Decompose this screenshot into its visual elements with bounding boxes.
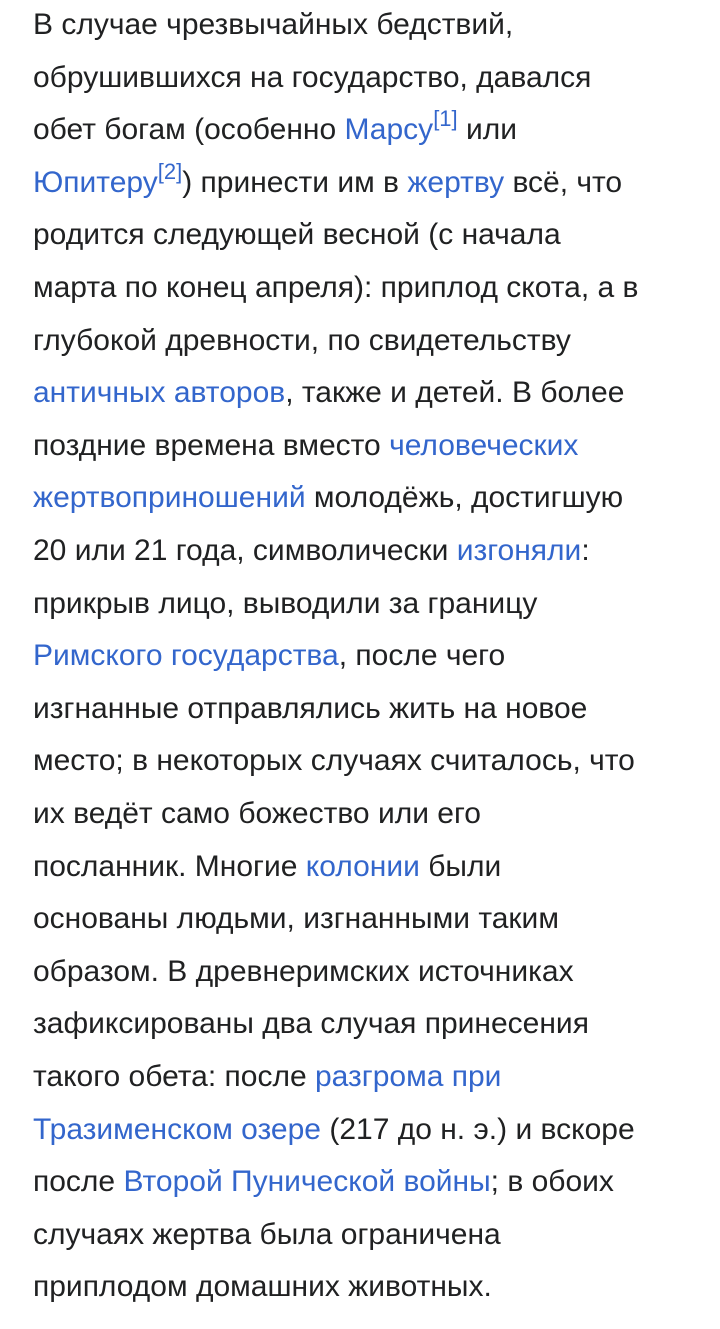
text-line — [33, 788, 481, 840]
article-link[interactable]: античных авторов — [33, 376, 286, 410]
footnote-reference-link[interactable]: [1] — [433, 106, 458, 132]
text-segment: основаны людьми, изгнанными таким — [33, 902, 559, 936]
text-line — [33, 157, 622, 209]
text-line — [33, 472, 623, 524]
text-segment: всё, что — [504, 165, 623, 199]
text-line — [33, 420, 578, 472]
text-line — [33, 683, 587, 735]
text-line — [33, 104, 517, 156]
text-segment: глубокой древности, по свидетельству — [33, 323, 571, 357]
article-link[interactable]: человеческих — [389, 428, 579, 462]
text-segment: образом. В древнеримских источниках — [33, 954, 574, 988]
text-line — [33, 578, 537, 630]
article-link[interactable]: разгрома при — [314, 1060, 502, 1093]
text-line — [33, 209, 561, 261]
text-segment: посланник. Многие — [33, 849, 306, 883]
text-line — [33, 841, 501, 893]
text-segment: были — [419, 849, 502, 883]
article-link[interactable]: Римского государства — [33, 639, 339, 673]
article-link[interactable]: Второй Пунической войны — [123, 1165, 491, 1199]
text-segment: , после чего — [338, 639, 506, 673]
text-segment: обет богам (особенно — [33, 113, 345, 147]
text-segment: , также и детей. В более — [285, 376, 625, 410]
text-line — [33, 1156, 614, 1208]
article-link[interactable]: Марсу — [344, 113, 434, 147]
text-segment: зафиксированы два случая принесения — [33, 1007, 589, 1041]
text-line — [33, 1209, 501, 1261]
text-line — [33, 315, 571, 367]
text-line — [33, 1261, 492, 1313]
text-segment: случаях жертва была ограничена — [33, 1217, 501, 1251]
text-line — [33, 998, 589, 1050]
text-segment: (217 до н. э.) и вскоре — [321, 1112, 635, 1146]
text-line — [33, 893, 559, 945]
text-segment: марта по конец апреля): приплод скота, а в — [33, 271, 639, 304]
text-segment: прикрыв лицо, выводили за границу — [33, 586, 538, 620]
text-segment: В случае чрезвычайных бедствий, — [33, 8, 514, 41]
text-line — [33, 0, 513, 51]
text-line — [33, 630, 505, 682]
text-segment: родится следующей весной (с начала — [33, 218, 561, 252]
text-segment: место; в некоторых случаях считалось, что — [33, 744, 635, 778]
text-line — [33, 367, 624, 419]
article-link[interactable]: изгоняли — [456, 534, 582, 567]
text-line — [33, 525, 590, 577]
text-segment: обрушившихся на государство, давался — [33, 60, 592, 94]
text-segment: приплодом домашних животных. — [33, 1270, 492, 1304]
text-segment: изгнанные отправлялись жить на новое — [33, 691, 588, 725]
text-line — [33, 1104, 635, 1156]
text-line — [33, 52, 591, 104]
text-segment: такого обета: после — [33, 1060, 315, 1093]
text-line — [33, 1051, 501, 1103]
article-link[interactable]: жертвоприношений — [33, 481, 306, 515]
article-link[interactable]: колонии — [305, 849, 420, 883]
text-segment: молодёжь, достигшую — [305, 481, 624, 515]
article-link[interactable]: жертву — [407, 165, 505, 199]
text-segment: : — [581, 534, 590, 567]
text-line — [33, 946, 574, 998]
text-segment: или — [457, 113, 518, 147]
text-segment: после — [33, 1165, 124, 1199]
text-line — [33, 262, 639, 314]
text-line — [33, 735, 635, 787]
text-segment: ; в обоих — [490, 1165, 614, 1199]
text-segment: поздние времена вместо — [33, 428, 390, 462]
article-link[interactable]: Юпитеру — [33, 165, 158, 199]
text-segment: их ведёт само божество или его — [33, 797, 481, 830]
text-segment: 20 или 21 года, символически — [33, 534, 457, 567]
footnote-reference-link[interactable]: [2] — [157, 158, 183, 184]
article-link[interactable]: Тразименском озере — [33, 1112, 321, 1146]
text-segment: ) принести им в — [182, 165, 408, 199]
